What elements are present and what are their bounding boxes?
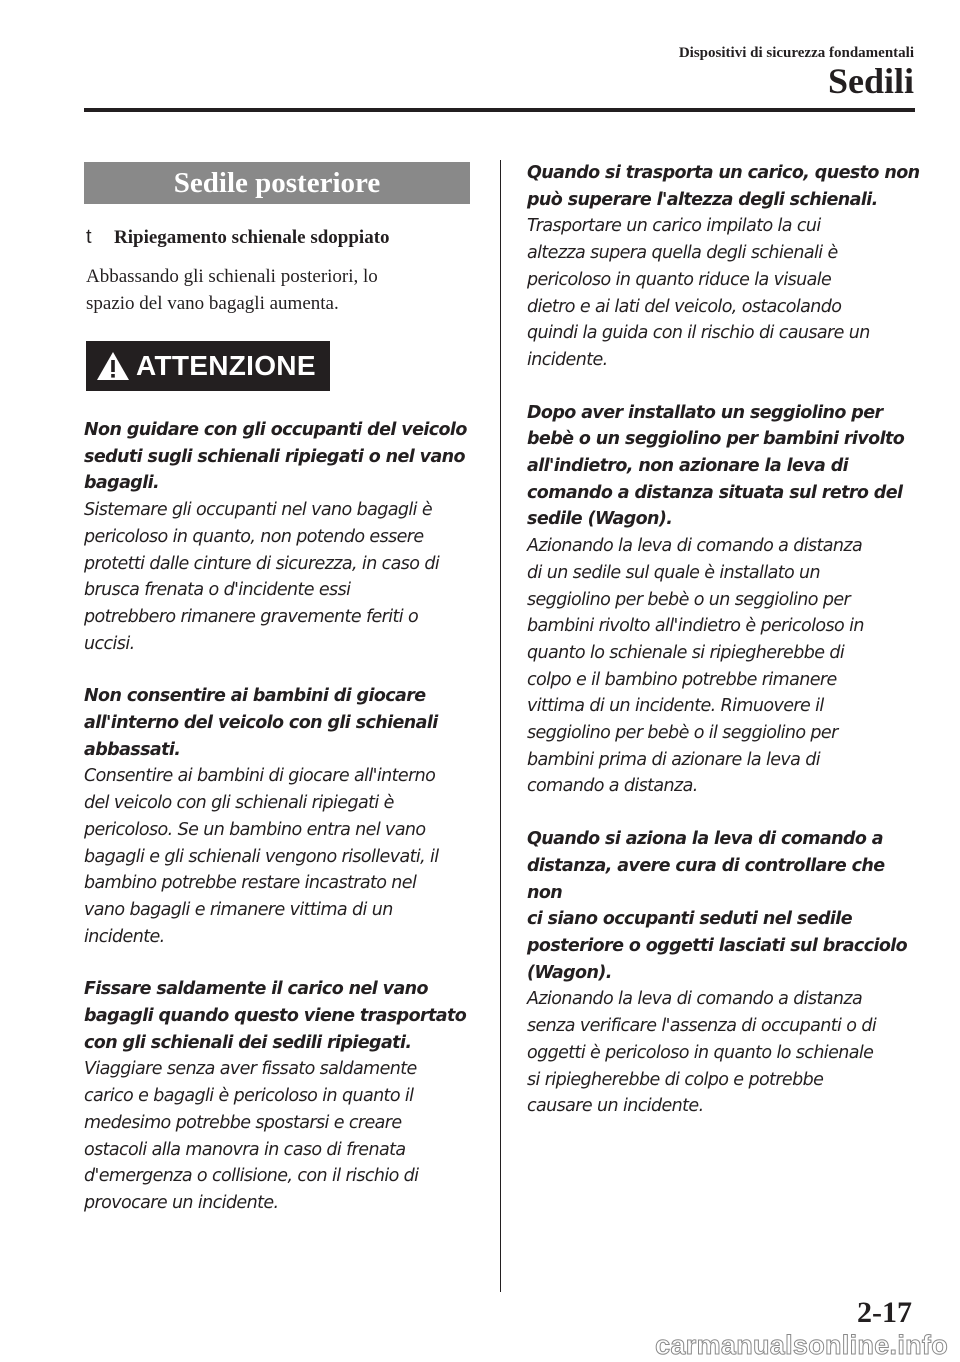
warning-item	[84, 976, 474, 1216]
warning-list	[527, 160, 922, 1120]
warning-body-line: incidente.	[84, 926, 165, 947]
warning-body-line: oggetti è pericoloso in quanto lo schienale	[527, 1042, 874, 1063]
warning-body-line: brusca frenata o d'incidente essi	[84, 580, 351, 601]
intro-line: Abbassando gli schienali posteriori, lo	[86, 266, 378, 287]
warning-body-line: comando a distanza.	[527, 776, 698, 797]
right-column	[527, 160, 922, 1146]
warning-body-line: protetti dalle cinture di sicurezza, in caso di	[84, 553, 440, 574]
warning-body-line: Viaggiare senza aver fissato saldamente	[84, 1059, 417, 1080]
warning-body-line: medesimo potrebbe spostarsi e creare	[84, 1112, 402, 1133]
warning-body-line: seggiolino per bebè o il seggiolino per	[527, 723, 838, 744]
warning-body-line: bagagli e gli schienali vengono risollevati, il	[84, 846, 439, 867]
subsection-title: Ripiegamento schienale sdoppiato	[114, 226, 390, 248]
warning-heading-line: (Wagon).	[527, 962, 612, 983]
warning-heading-line: seduti sugli schienali ripiegati o nel vano	[84, 446, 465, 467]
warning-item	[527, 826, 922, 1120]
warning-item	[527, 160, 922, 374]
warning-body-line: uccisi.	[84, 633, 135, 654]
warning-body-line: bambini rivolto all'indietro è pericoloso in	[527, 616, 864, 637]
warning-body-line: incidente.	[527, 349, 608, 370]
warning-body-line: provocare un incidente.	[84, 1192, 279, 1213]
warning-heading-line: può superare l'altezza degli schienali.	[527, 189, 878, 210]
warning-body-line: quindi la guida con il rischio di causare un	[527, 323, 870, 344]
warning-body-line: causare un incidente.	[527, 1096, 704, 1117]
warning-heading-line: all'interno del veicolo con gli schienali	[84, 713, 438, 734]
running-header-title: Sedili	[827, 61, 914, 101]
warning-body-line: si ripiegherebbe di colpo e potrebbe	[527, 1069, 824, 1090]
watermark: carmanualsonline.info	[655, 1330, 948, 1360]
warning-triangle-icon	[96, 351, 130, 381]
section-title: Sedile posteriore	[84, 162, 470, 204]
warning-body-line: Azionando la leva di comando a distanza	[527, 989, 863, 1010]
warning-heading-line: bagagli quando questo viene trasportato	[84, 1006, 467, 1027]
header-rule	[84, 108, 915, 112]
intro-line: spazio del vano bagagli aumenta.	[86, 293, 339, 314]
warning-heading-line: ci siano occupanti seduti nel sedile	[527, 909, 852, 930]
page-number-footer	[824, 1292, 914, 1328]
warning-label: ATTENZIONE	[136, 350, 316, 381]
warning-heading-line: Non guidare con gli occupanti del veicolo	[84, 420, 467, 440]
warning-item	[84, 417, 474, 657]
warning-item	[527, 400, 922, 801]
warning-body-line: Sistemare gli occupanti nel vano bagagli è	[84, 500, 433, 521]
warning-body-line: colpo e il bambino potrebbe rimanere	[527, 669, 837, 690]
warning-body-line: Consentire ai bambini di giocare all'interno	[84, 766, 436, 787]
warning-heading-line: comando a distanza situata sul retro del	[527, 482, 903, 503]
subsection-heading	[86, 226, 474, 249]
warning-body-line: pericoloso in quanto, non potendo essere	[84, 526, 424, 547]
warning-badge	[86, 341, 330, 391]
warning-heading-line: distanza, avere cura di controllare che non	[527, 855, 885, 903]
running-header-section: Dispositivi di sicurezza fondamentali	[678, 45, 914, 61]
warning-body-line: pericoloso. Se un bambino entra nel vano	[84, 819, 426, 840]
warning-heading-line: Non consentire ai bambini di giocare	[84, 686, 426, 707]
warning-body-line: dietro e ai lati del veicolo, ostacolando	[527, 296, 842, 317]
warning-body-line: d'emergenza o collisione, con il rischio di	[84, 1166, 419, 1187]
warning-heading-line: bagagli.	[84, 473, 160, 494]
warning-heading-line: bebè o un seggiolino per bambini rivolto	[527, 429, 905, 450]
warning-heading-line: Quando si aziona la leva di comando a	[527, 829, 883, 850]
warning-heading-line: all'indietro, non azionare la leva di	[527, 456, 849, 477]
warning-body-line: bambino potrebbe restare incastrato nel	[84, 873, 417, 894]
warning-body-line: seggiolino per bebè o un seggiolino per	[527, 589, 851, 610]
subsection-marker: t	[86, 226, 92, 248]
warning-body-line: ostacoli alla manovra in caso di frenata	[84, 1139, 406, 1160]
warning-heading-line: Fissare saldamente il carico nel vano	[84, 979, 428, 1000]
warning-body-line: di un sedile sul quale è installato un	[527, 562, 821, 583]
warning-heading-line: abbassati.	[84, 739, 181, 760]
warning-body-line: carico e bagagli è pericoloso in quanto il	[84, 1086, 414, 1107]
warning-body-line: quanto lo schienale si ripiegherebbe di	[527, 642, 845, 663]
warning-body-line: del veicolo con gli schienali ripiegati è	[84, 793, 394, 814]
warning-heading-line: sedile (Wagon).	[527, 509, 673, 530]
warning-body-line: pericoloso in quanto riduce la visuale	[527, 269, 832, 290]
warning-body-line: bambini prima di azionare la leva di	[527, 749, 821, 770]
warning-body-line: altezza supera quella degli schienali è	[527, 243, 838, 264]
warning-heading-line: posteriore o oggetti lasciati sul bracciolo	[527, 935, 908, 956]
warning-list	[84, 417, 474, 1217]
left-column	[84, 162, 474, 1243]
warning-item	[84, 683, 474, 950]
warning-heading-line: Quando si trasporta un carico, questo non	[527, 163, 920, 183]
page-number: 2-17	[857, 1296, 912, 1328]
warning-body-line: Azionando la leva di comando a distanza	[527, 536, 863, 557]
warning-heading-line: Dopo aver installato un seggiolino per	[527, 402, 883, 423]
warning-body-line: potrebbero rimanere gravemente feriti o	[84, 606, 419, 627]
intro-paragraph	[86, 263, 466, 317]
warning-body-line: vano bagagli e rimanere vittima di un	[84, 899, 393, 920]
warning-body-line: vittima di un incidente. Rimuovere il	[527, 696, 824, 717]
column-divider	[500, 160, 501, 1292]
warning-body-line: senza verificare l'assenza di occupanti o di	[527, 1016, 877, 1037]
warning-heading-line: con gli schienali dei sedili ripiegati.	[84, 1032, 412, 1053]
warning-body-line: Trasportare un carico impilato la cui	[527, 216, 821, 237]
